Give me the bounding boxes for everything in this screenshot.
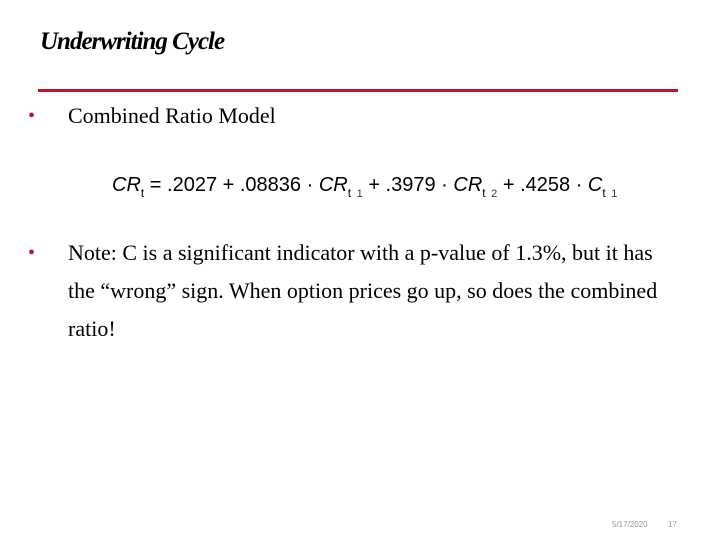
bullet-dot-icon: •	[28, 105, 36, 127]
bullet-dot-icon: •	[28, 242, 36, 264]
equation-part-1: = .2027 + .08836 ·	[149, 174, 319, 196]
equation-term-3: C	[587, 174, 603, 196]
title-divider	[38, 89, 678, 92]
equation-term-1: CR	[318, 174, 348, 196]
bullet-note	[28, 234, 668, 348]
bullet-text: Note: C is a significant indicator with a p-value of 1.3%, but it has the “wrong” sign. When option prices go up, so does the combined ratio!	[68, 240, 658, 341]
equation-term-2-sub: t	[482, 186, 486, 200]
equation-lhs: CR	[112, 174, 141, 196]
equation-term-3-sub: t	[602, 186, 606, 200]
footer-page-number: 17	[668, 520, 677, 529]
equation-lhs-sub: t	[140, 186, 145, 200]
regression-equation	[112, 174, 618, 200]
equation-term-1-sub: t	[347, 186, 352, 200]
bullet-combined-ratio-model	[28, 97, 668, 135]
slide-title: Underwriting Cycle	[40, 28, 225, 55]
equation-term-3-lag: 1	[611, 188, 618, 200]
footer-date: 5/17/2020	[612, 520, 648, 529]
equation-term-2-lag: 2	[491, 188, 498, 200]
equation-part-2: + .3979 ·	[368, 174, 454, 196]
equation-part-3: + .4258 ·	[502, 174, 588, 196]
equation-term-1-lag: 1	[356, 188, 363, 200]
equation-term-2: CR	[453, 174, 483, 196]
bullet-text: Combined Ratio Model	[68, 103, 276, 128]
